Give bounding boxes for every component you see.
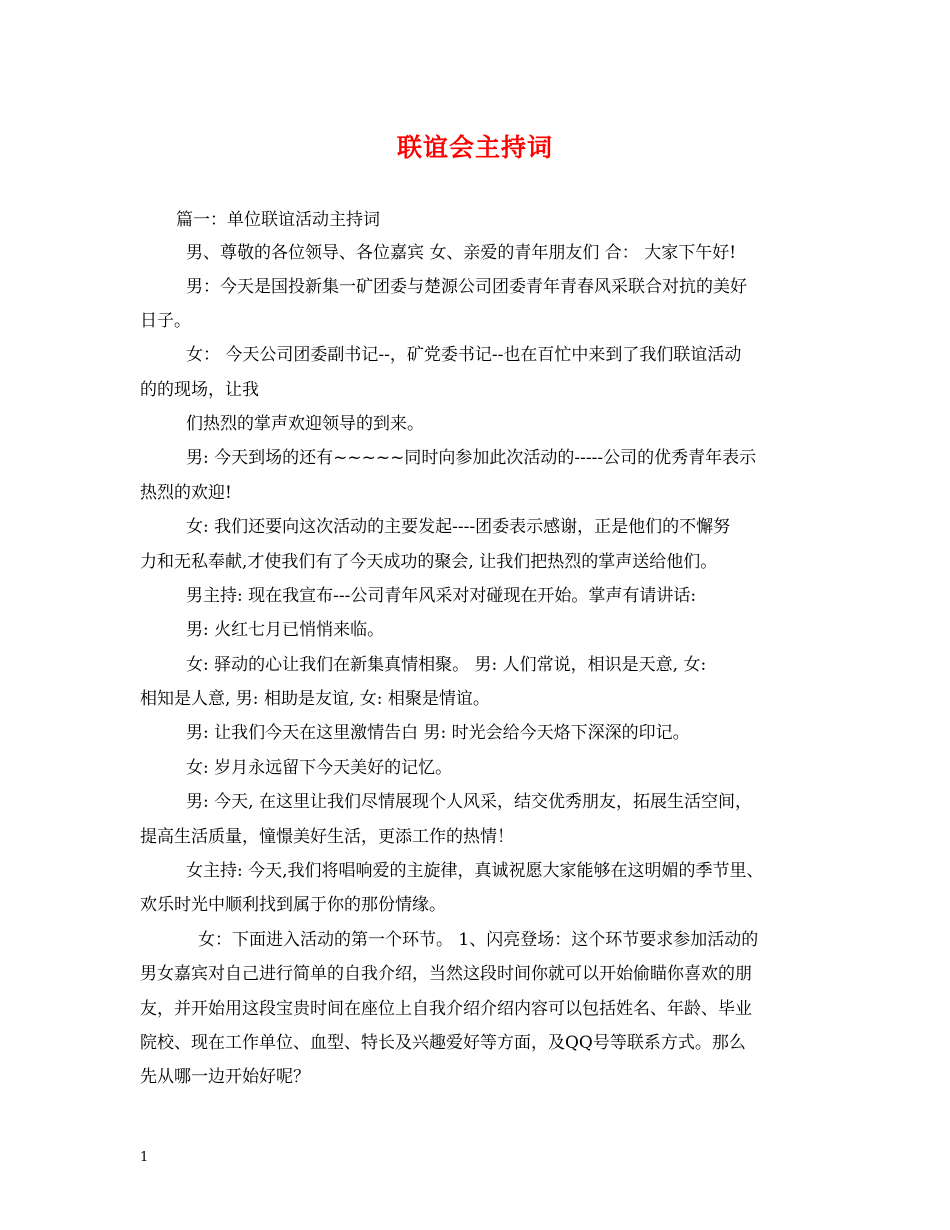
text-line: 先从哪一边开始好呢？: [140, 1067, 310, 1087]
text-line: 的的现场，让我: [140, 380, 259, 400]
text-line: 男: 今天, 在这里让我们尽情展现个人风采，结交优秀朋友，拓展生活空间，: [186, 792, 752, 812]
text-line: 篇一：单位联谊活动主持词: [176, 210, 380, 230]
text-line: 院校、现在工作单位、血型、特长及兴趣爱好等方面，及QQ号等联系方式。那么: [140, 1033, 746, 1053]
text-line: 女主持: 今天,我们将唱响爱的主旋律，真诚祝愿大家能够在这明媚的季节里、: [186, 861, 764, 881]
text-line: 男：今天是国投新集一矿团委与楚源公司团委青年青春风采联合对抗的美好: [186, 277, 747, 297]
text-line: 日子。: [140, 311, 191, 331]
text-line: 友，并开始用这段宝贵时间在座位上自我介绍介绍内容可以包括姓名、年龄、毕业: [140, 999, 752, 1019]
text-line: 男女嘉宾对自己进行简单的自我介绍，当然这段时间你就可以开始偷瞄你喜欢的朋: [140, 964, 752, 984]
text-line: 男主持: 现在我宣布---公司青年风采对对碰现在开始。掌声有请讲话:: [186, 586, 697, 606]
document-title: 联谊会主持词: [396, 133, 553, 162]
text-line: 男: 今天到场的还有~~~~~同时向参加此次活动的-----公司的优秀青年表示: [186, 448, 757, 468]
text-line: 提高生活质量，憧憬美好生活，更添工作的热情！: [140, 827, 514, 847]
text-line: 相知是人意, 男: 相助是友谊, 女: 相聚是情谊。: [140, 689, 490, 709]
text-line: 男: 让我们今天在这里激情告白 男: 时光会给今天烙下深深的印记。: [186, 723, 690, 743]
text-line: 女：下面进入活动的第一个环节。 1、闪亮登场：这个环节要求参加活动的: [198, 930, 759, 950]
text-line: 女： 今天公司团委副书记--，矿党委书记--也在百忙中来到了我们联谊活动: [186, 345, 742, 365]
text-line: 们热烈的掌声欢迎领导的到来。: [186, 414, 424, 434]
text-line: 女: 我们还要向这次活动的主要发起----团委表示感谢，正是他们的不懈努: [186, 517, 731, 537]
page-number: 1: [140, 1150, 149, 1165]
text-line: 男: 火红七月已悄悄来临。: [186, 620, 385, 640]
text-line: 热烈的欢迎!: [140, 483, 232, 503]
text-line: 女: 驿动的心让我们在新集真情相聚。 男: 人们常说，相识是天意, 女:: [186, 655, 707, 675]
text-line: 力和无私奉献,才使我们有了今天成功的聚会, 让我们把热烈的掌声送给他们。: [140, 552, 718, 572]
text-line: 女: 岁月永远留下今天美好的记忆。: [186, 758, 453, 778]
text-line: 男、尊敬的各位领导、各位嘉宾 女、亲爱的青年朋友们 合： 大家下午好!: [186, 243, 737, 263]
text-line: 欢乐时光中顺利找到属于你的那份情缘。: [140, 895, 446, 915]
